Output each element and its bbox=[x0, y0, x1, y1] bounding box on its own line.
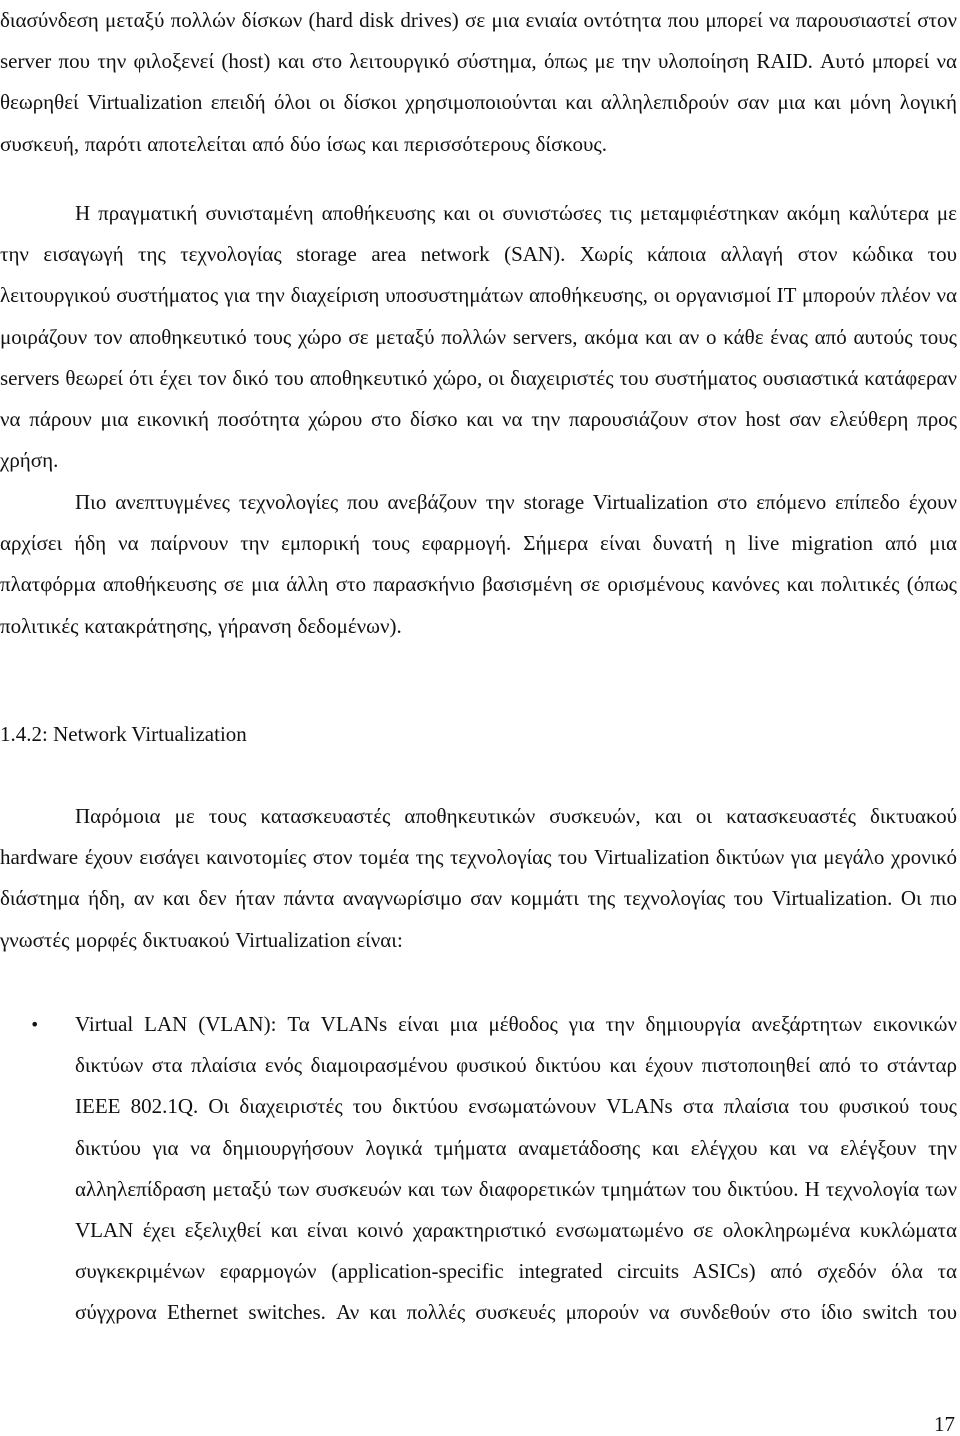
page-number: 17 bbox=[934, 1412, 955, 1436]
bullet-list bbox=[0, 1004, 957, 1334]
paragraph-san: Η πραγματική συνισταμένη αποθήκευσης και οι συνιστώσες τις μεταμφιέστηκαν ακόμη καλύτερα με την εισαγωγή της τεχνολογίας storage area network (SAN). Χωρίς κάποια αλλαγή στον κώδικα του λειτουργικού συστήματος για την διαχείριση υποσυστημάτων αποθήκευσης, οι οργανισμοί IT μπορούν πλέον να μοιράζουν τον αποθηκευτικό τους χώρο σε μεταξύ πολλών servers, ακόμα και αν ο κάθε ένας από αυτούς τους servers θεωρεί ότι έχει τον δικό του αποθηκευτικό χώρο, οι διαχειριστές του συστήματος ουσιαστικά κατάφεραν να πάρουν μια εικονική ποσότητα χώρου στο δίσκο και να την παρουσιάζουν στον host σαν ελεύθερη προς χρήση. bbox=[0, 201, 957, 473]
paragraph-raid-intro: διασύνδεση μεταξύ πολλών δίσκων (hard disk drives) σε μια ενιαία οντότητα που μπορεί να παρουσιαστεί στον server που την φιλοξενεί (host) και στο λειτουργικό σύστημα, όπως με την υλοποίηση RAID. Αυτό μπορεί να θεωρηθεί Virtualization επειδή όλοι οι δίσκοι χρησιμοποιούνται και αλληλεπιδρούν σαν μια και μόνη λογική συσκευή, παρότι αποτελείται από δύο ίσως και περισσότερους δίσκους. bbox=[0, 8, 957, 156]
bullet-text: Virtual LAN (VLAN): Τα VLANs είναι μια μέθοδος για την δημιουργία ανεξάρτητων εικονικών δικτύων στα πλαίσια ενός διαμοιρασμένου φυσικού δικτύου και έχουν πιστοποιηθεί από το στάνταρ IEEE 802.1Q. Οι διαχειριστές του δικτύου ενσωματώνουν VLANs στα πλαίσια του φυσικού τους δικτύου για να δημιουργήσουν λογικά τμήματα αναμετάδοσης και ελέγχου και να ελέγξουν την αλληλεπίδραση μεταξύ των συσκευών και των διαφορετικών τμημάτων του δικτύου. Η τεχνολογία των VLAN έχει εξελιχθεί και είναι κοινό χαρακτηριστικό ενσωματωμένο σε ολοκληρωμένα κυκλώματα συγκεκριμένων εφαρμογών (application-specific integrated circuits ASICs) από σχεδόν όλα τα σύγχρονα Ethernet switches. Αν και πολλές συσκευές μπορούν να συνδεθούν στο ίδιο switch του bbox=[75, 1012, 957, 1325]
bullet-icon: • bbox=[30, 1015, 40, 1034]
paragraph-network-virtualization: Παρόμοια με τους κατασκευαστές αποθηκευτικών συσκευών, και οι κατασκευαστές δικτυακού hardware έχουν εισάγει καινοτομίες στον τομέα της τεχνολογίας του Virtualization δικτύων για μεγάλο χρονικό διάστημα ήδη, αν και δεν ήταν πάντα αναγνωρίσιμο σαν κομμάτι της τεχνολογίας του Virtualization. Οι πιο γνωστές μορφές δικτυακού Virtualization είναι: bbox=[0, 804, 957, 952]
bullet-item-vlan bbox=[0, 1004, 957, 1334]
paragraph-advanced-storage: Πιο ανεπτυγμένες τεχνολογίες που ανεβάζουν την storage Virtualization στο επόμενο επίπεδο έχουν αρχίσει ήδη να παίρνουν την εμπορική τους εφαρμογή. Σήμερα είναι δυνατή η live migration από μια πλατφόρμα αποθήκευσης σε μια άλλη στο παρασκήνιο βασισμένη σε ορισμένους κανόνες και πολιτικές (όπως πολιτικές κατακράτησης, γήρανση δεδομένων). bbox=[0, 490, 957, 638]
section-heading: 1.4.2: Network Virtualization bbox=[0, 722, 247, 746]
